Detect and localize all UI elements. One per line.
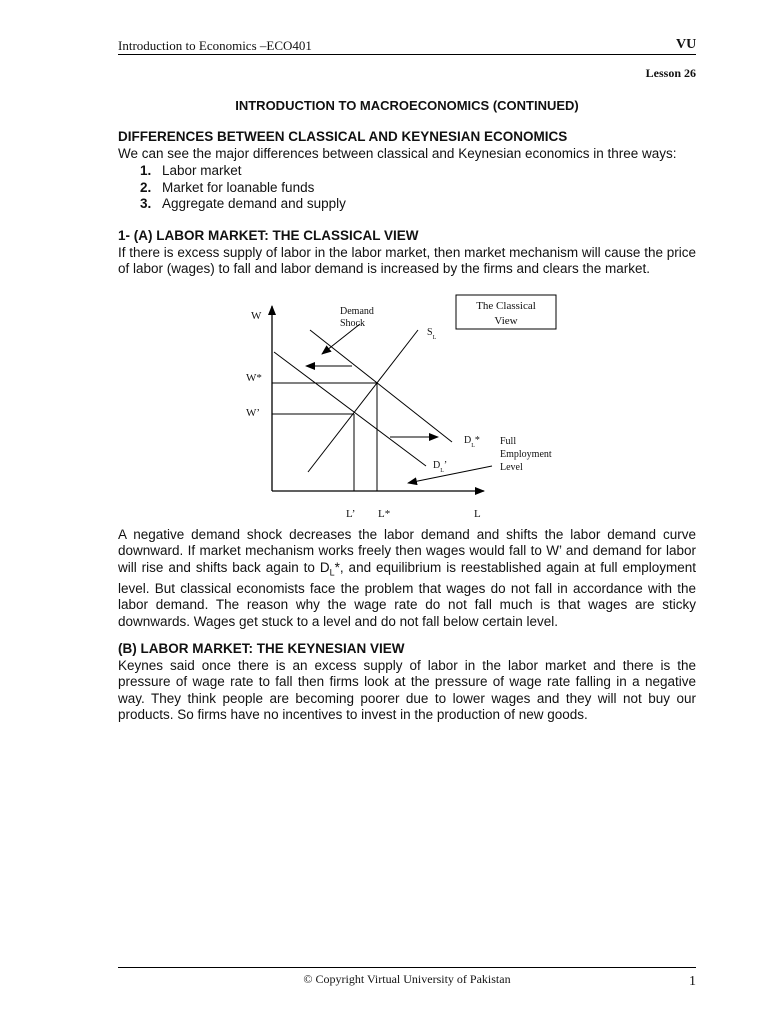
demand-shock-label-2: Shock	[340, 318, 365, 329]
list-item: 1. Labor market	[140, 163, 242, 178]
classical-view-diagram	[230, 290, 570, 522]
page-number: 1	[689, 974, 696, 989]
course-title: Introduction to Economics –ECO401	[118, 38, 312, 53]
full-employment-label-3: Level	[500, 462, 523, 473]
l-star-label: L*	[378, 508, 391, 520]
box-label-line1: The Classical	[476, 300, 536, 312]
box-label-line2: View	[494, 315, 518, 327]
section-intro: We can see the major differences between classical and Keynesian economics in three ways:	[118, 146, 677, 161]
dl-star-label: $D_L*$	[464, 435, 480, 449]
footer-rule	[118, 967, 696, 968]
full-employment-label-1: Full	[500, 436, 517, 447]
lesson-label: Lesson 26	[645, 66, 696, 80]
l-prime-label: L’	[346, 508, 356, 520]
demand-curve-dl-prime	[274, 352, 426, 466]
supply-curve	[308, 330, 418, 472]
dl-prime-label: $D_L$’	[433, 460, 448, 474]
y-axis-label: W	[251, 310, 262, 322]
demand-shock-paragraph: A negative demand shock decreases the labor demand and shifts the labor demand curve downward. If market mechanism works freely then wages would fall to W’ and demand for labor will rise and shifts back again to $D_L*$, and equilibrium is reestablished again at full employment level. But classical economists face the problem that wages do not fall in accordance with the labor demand. The reason why the wage rate do not fall much is that wages are sticky downwards. Wages get stuck to a level and do not fall below certain level.	[118, 527, 697, 629]
section-heading-classical: 1- (A) LABOR MARKET: THE CLASSICAL VIEW	[118, 228, 419, 243]
page-title: INTRODUCTION TO MACROECONOMICS (CONTINUED)	[235, 98, 579, 113]
demand-shock-label-1: Demand	[340, 306, 374, 317]
keynesian-paragraph: Keynes said once there is an excess supply of labor in the labor market and there is the pressure of wage rate to fall then firms look at the pressure of wage rate falling in a negative way. They think people are becoming poorer due to lower wages and they will not buy our products. So firms have no incentives to invest in the production of new goods.	[118, 658, 696, 723]
list-item: 3. Aggregate demand and supply	[140, 196, 346, 211]
w-prime-label: W’	[246, 407, 261, 419]
copyright-text: © Copyright Virtual University of Pakistan	[303, 972, 511, 986]
full-employment-arrow	[408, 466, 492, 483]
section-heading-keynesian: (B) LABOR MARKET: THE KEYNESIAN VIEW	[118, 641, 405, 656]
org-label: VU	[676, 37, 697, 52]
list-item: 2. Market for loanable funds	[140, 180, 315, 195]
section-heading-differences: DIFFERENCES BETWEEN CLASSICAL AND KEYNESIAN ECONOMICS	[118, 129, 568, 144]
w-star-label: W*	[246, 372, 262, 384]
x-axis-label: L	[474, 508, 481, 520]
supply-label: $S_L$	[427, 327, 437, 341]
full-employment-label-2: Employment	[500, 449, 552, 460]
classical-paragraph: If there is excess supply of labor in the labor market, then market mechanism will cause the price of labor (wages) to fall and labor demand is increased by the firms and clears the market.	[118, 245, 696, 277]
header-rule	[118, 54, 696, 55]
